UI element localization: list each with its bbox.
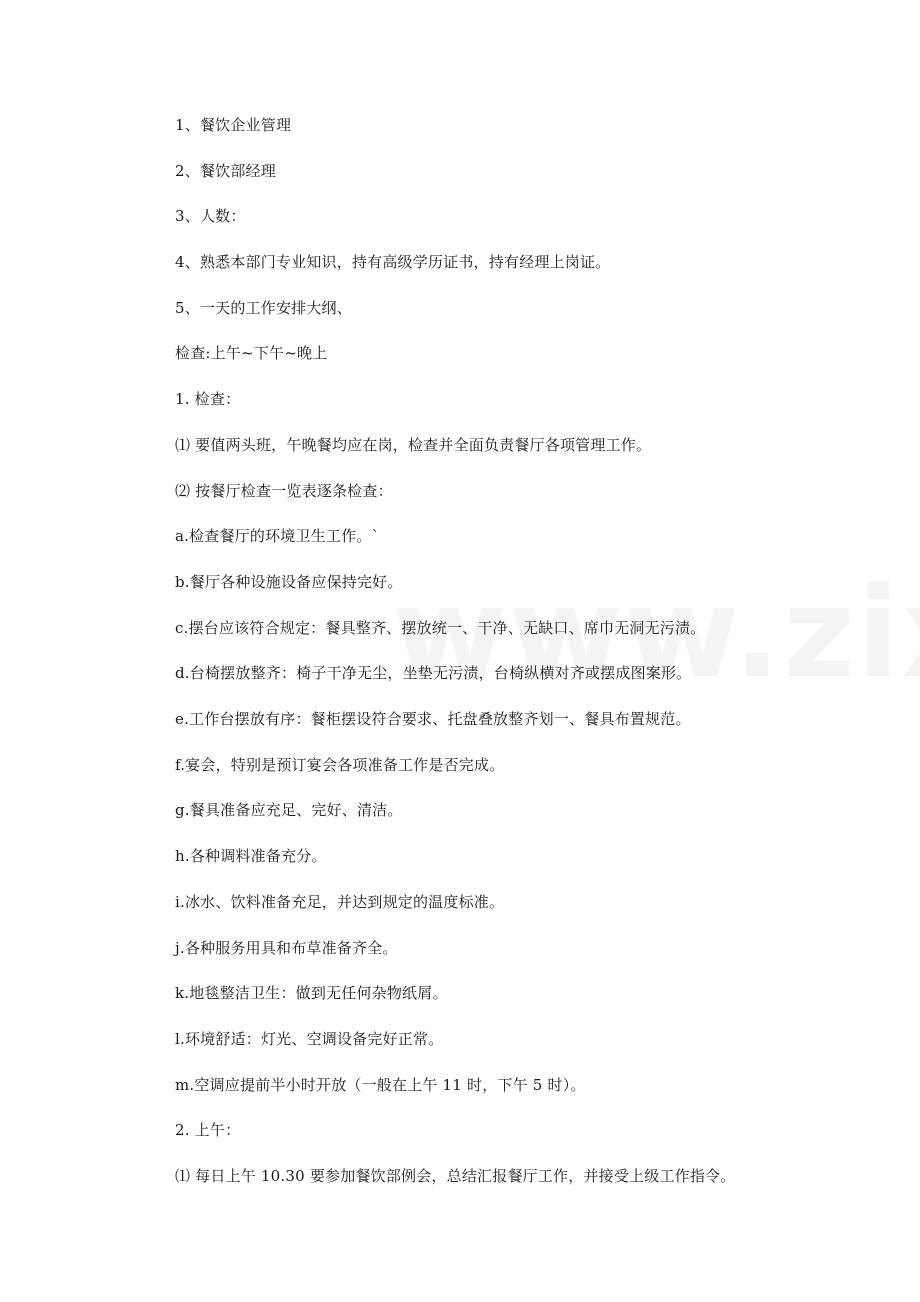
checklist-item: g.餐具准备应充足、完好、清洁。 [175, 801, 403, 819]
checklist-item: b.餐厅各种设施设备应保持完好。 [175, 573, 403, 591]
heading-position: 2、餐饮部经理 [175, 162, 276, 180]
checklist-item: e.工作台摆放有序：餐柜摆设符合要求、托盘叠放整齐划一、餐具布置规范。 [175, 710, 691, 728]
paragraph: ⑴ 每日上午 10.30 要参加餐饮部例会，总结汇报餐厅工作，并接受上级工作指令。 [175, 1167, 736, 1185]
heading-company: 1、餐饮企业管理 [175, 116, 292, 134]
heading-qualification: 4、熟悉本部门专业知识，持有高级学历证书，持有经理上岗证。 [175, 253, 611, 271]
heading-headcount: 3、人数： [175, 207, 246, 225]
checklist-item: a.检查餐厅的环境卫生工作。` [175, 527, 380, 545]
paragraph: ⑴ 要值两头班，午晚餐均应在岗，检查并全面负责餐厅各项管理工作。 [175, 436, 652, 454]
checklist-item: m.空调应提前半小时开放（一般在上午 11 时，下午 5 时）。 [175, 1076, 586, 1094]
section-morning: 2. 上午： [175, 1121, 241, 1139]
checklist-item: c.摆台应该符合规定：餐具整齐、摆放统一、干净、无缺口、席巾无洞无污渍。 [175, 619, 706, 637]
schedule-summary: 检查:上午~下午~晚上 [175, 344, 328, 362]
checklist-item: f.宴会，特别是预订宴会各项准备工作是否完成。 [175, 756, 505, 774]
checklist-item: h.各种调料准备充分。 [175, 847, 327, 865]
checklist-item: j.各种服务用具和布草准备齐全。 [175, 939, 398, 957]
checklist-item: l.环境舒适：灯光、空调设备完好正常。 [175, 1030, 444, 1048]
checklist-item: d.台椅摆放整齐：椅子干净无尘，坐垫无污渍，台椅纵横对齐或摆成图案形。 [175, 664, 692, 682]
section-inspection: 1. 检查： [175, 390, 241, 408]
checklist-item: k.地毯整洁卫生：做到无任何杂物纸屑。 [175, 984, 448, 1002]
paragraph: ⑵ 按餐厅检查一览表逐条检查： [175, 482, 393, 500]
heading-daily-schedule: 5、一天的工作安排大纲、 [175, 299, 352, 317]
checklist-item: i.冰水、饮料准备充足，并达到规定的温度标准。 [175, 893, 505, 911]
